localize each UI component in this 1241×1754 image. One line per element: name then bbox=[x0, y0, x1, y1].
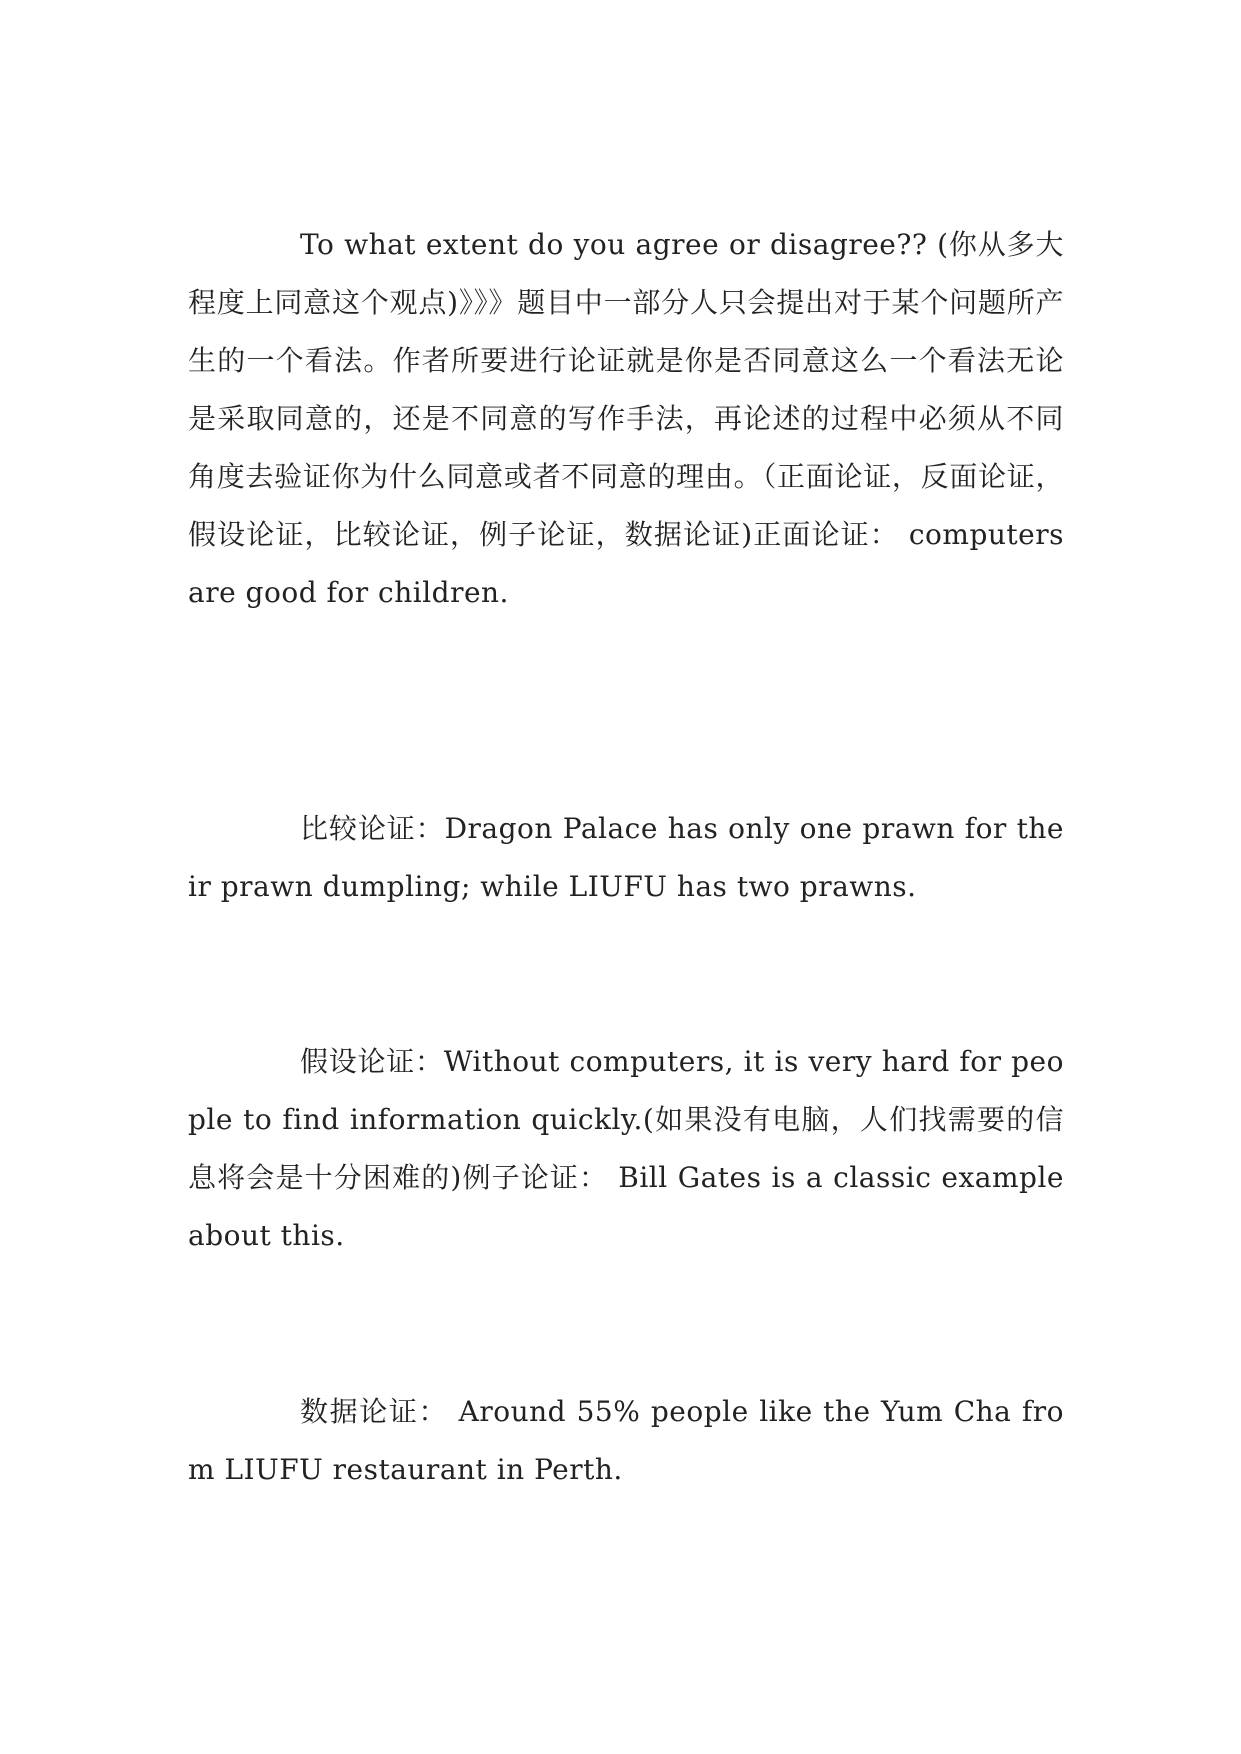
paragraph-comparison: 比较论证：Dragon Palace has only one prawn for their prawn dumpling; while LIUFU has two prawns. bbox=[188, 812, 1064, 903]
paragraph-data: 数据论证： Around 55% people like the Yum Cha from LIUFU restaurant in Perth. bbox=[188, 1395, 1064, 1486]
paragraph-intro: To what extent do you agree or disagree?? (你从多大程度上同意这个观点)》》》题目中一部分人只会提出对于某个问题所产生的一个看法。作者所要进行论证就是你是否同意这么一个看法无论是采取同意的，还是不同意的写作手法，再论述的过程中必须从不同角度去验证你为什么同意或者不同意的理由。（正面论证，反面论证，假设论证，比较论证，例子论证，数据论证)正面论证： computers are good for children. bbox=[188, 228, 1064, 609]
paragraph-hypothesis: 假设论证：Without computers, it is very hard for people to find information quickly.(如果没有电脑，人们找需要的信息将会是十分困难的)例子论证： Bill Gates is a classic example about this. bbox=[188, 1045, 1064, 1252]
